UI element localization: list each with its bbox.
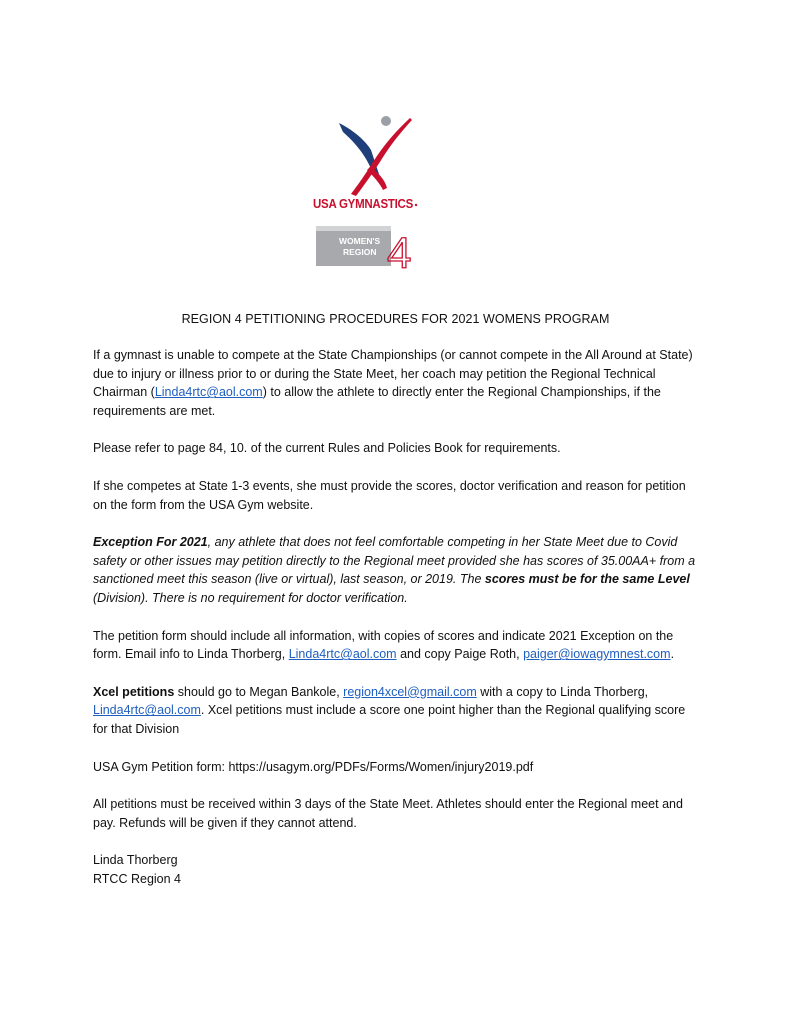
- paragraph-state-events: If she competes at State 1-3 events, she must provide the scores, doctor verification and reason for petition on the form from the USA Gym website.: [93, 478, 686, 512]
- paragraph-xcel-petitions: Xcel petitions should go to Megan Bankole, region4xcel@gmail.com with a copy to Linda Thorberg, Linda4rtc@aol.com. Xcel petitions must include a score one point higher than the Regional qualifying score for that Division: [93, 684, 686, 736]
- email-link-paige[interactable]: paiger@iowagymnest.com: [523, 647, 671, 662]
- document-body: [93, 346, 703, 888]
- signature-name: Linda Thorberg: [93, 853, 178, 868]
- logo-wordmark: USA GYMNASTICS: [313, 196, 414, 211]
- logo-badge-line1: WOMEN'S: [339, 236, 381, 246]
- signature-role: RTCC Region 4: [93, 871, 182, 886]
- document-title: REGION 4 PETITIONING PROCEDURES FOR 2021 WOMENS PROGRAM: [181, 312, 610, 326]
- usa-gymnastics-region-4-logo: [313, 110, 425, 285]
- logo-region-badge: [316, 226, 391, 266]
- paragraph-petition-form-url: USA Gym Petition form: https://usagym.org/PDFs/Forms/Women/injury2019.pdf: [93, 759, 534, 774]
- email-link-linda-3[interactable]: Linda4rtc@aol.com: [93, 703, 201, 718]
- paragraph-petition-form: The petition form should include all information, with copies of scores and indicate 2021 Exception on the form. Email info to Linda Thorberg, Linda4rtc@aol.com and copy Paige Roth, paiger@iowagymnest.com.: [93, 628, 675, 662]
- email-link-linda-2[interactable]: Linda4rtc@aol.com: [288, 647, 397, 662]
- email-link-megan[interactable]: region4xcel@gmail.com: [343, 684, 477, 699]
- paragraph-exception-2021: Exception For 2021, any athlete that does not feel comfortable competing in her State Meet due to Covid safety or other issues may petition directly to the Regional meet provided she has scores of 35.00AA+ from a sanctioned meet this season (live or virtual), last season, or 2019. The scores must be for the same Level (Division). There is no requirement for doctor verification.: [93, 535, 696, 605]
- email-link-linda[interactable]: Linda4rtc@aol.com: [154, 385, 263, 400]
- logo-region-number: 4: [387, 229, 412, 278]
- paragraph-deadline: All petitions must be received within 3 days of the State Meet. Athletes should enter the Regional meet and pay. Refunds will be given if they cannot attend.: [93, 797, 683, 830]
- paragraph-eligibility: If a gymnast is unable to compete at the State Championships (or cannot compete in the All Around at State) due to injury or illness prior to or during the State Meet, her coach may petition the Regional Technical Chairman (Linda4rtc@aol.com) to allow the athlete to directly enter the Regional Championships, if the requirements are met.: [93, 348, 693, 418]
- logo-badge-line2: REGION: [343, 247, 377, 257]
- logo-figure-head: [381, 116, 391, 126]
- paragraph-rules-reference: Please refer to page 84, 10. of the current Rules and Policies Book for requirements.: [93, 441, 561, 456]
